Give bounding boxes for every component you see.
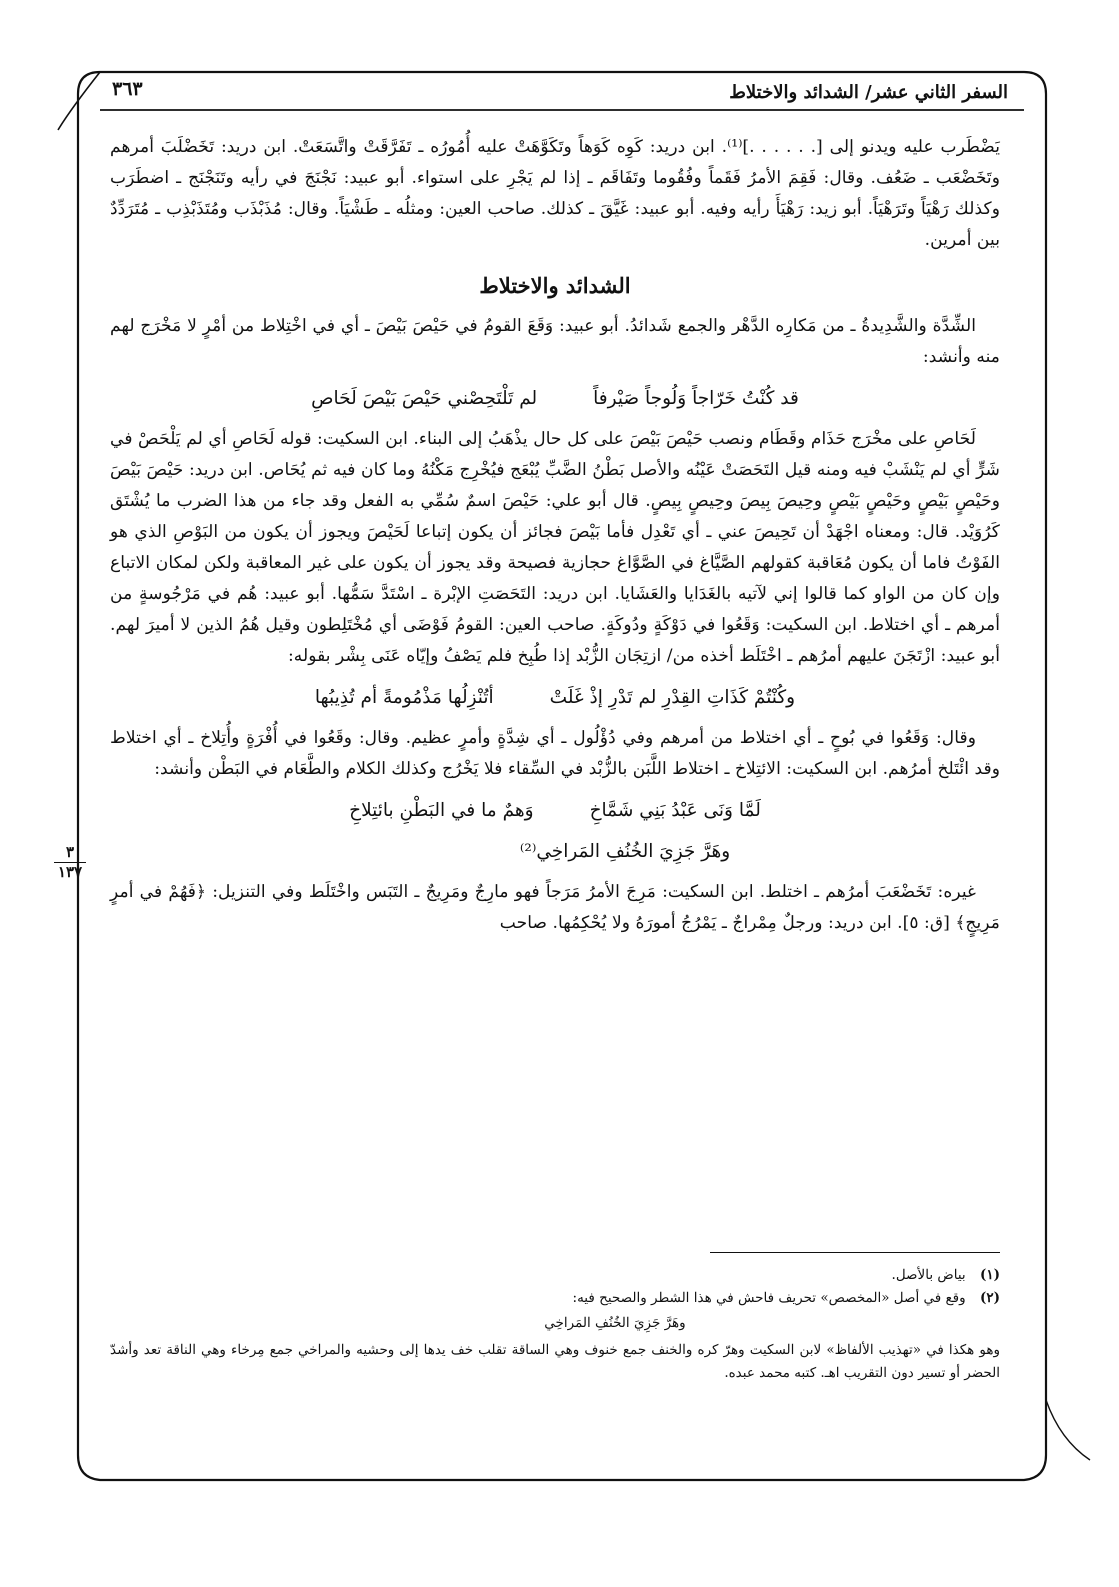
main-text: [110, 132, 1000, 943]
paragraph-3: لَحَاصِ على مخْرَج حَذَام وقَطَام ونصب حَيْصَ بَيْصَ على كل حال يذْهَبُ إلى البناء. ابن السكيت: قوله لَحَاصِ أي لم يَلْحَصْ في شَرٍّ أي لم يَنْشَبْ فيه ومنه قيل التَحَصَتْ عَيْنُه والأصل بَطْنُ الضَّبِّ يُبْعَج فيُخْرِج مَكْنُهُ وما كان فيه ثم يُحَاص. ابن دريد: حَيْصَ بَيْصَ وحَيْصٍ بَيْصٍ وحَيْصٍ بَيْصٍ وحِيصَ بِيصَ وحِيصٍ بِيصٍ. قال أبو علي: حَيْصَ اسمٌ سُمِّي به الفعل وقد جاء من هذا الضرب ما يُشْتَق كَرُوَيْد. قال: ومعناه اجْهَدْ أن تَحِيصَ عني ـ أي تَعْدِل فأما بَيْصَ فجائز أن يكون إتباعا لَحَيْصَ ويجوز أن يكون من البَوْصِ الذي هو الفَوْتُ فاما أن يكون مُعَاقبة كقولهم الصَّيَّاغ في الصَّوَّاغ حجازية فصيحة وقد يجوز أن يكون على غير المعاقبة ولكن لمكان الاتباع وإن كان من الواو كما قالوا إني لآتيه بالغَدَايا والعَشَايا. ابن دريد: التَحَصَتِ الإبْرة ـ اسْتَدَّ سَمُّها. أبو عبيد: هُم في مَرْجُوسةٍ من أمرهم ـ أي اختلاط. ابن السكيت: وَقَعُوا في دَوْكَةٍ ودُوكَةٍ. صاحب العين: القومُ فَوْضَى أي مُخْتَلِطون وقيل هُمُ الذين لا أميرَ لهم. أبو عبيد: ازْتَجَنَ عليهم أمرُهم ـ اخْتَلَط أخذه من/ ازتِجَان الزُّبْد إذا طُبِخ فلم يَصْفُ وإيّاه عَنَى بِشْر بقوله:: [110, 429, 1000, 666]
verse-1: [110, 383, 1000, 414]
verse-3-first-hemistich: لَمَّا وَنَى عَبْدُ بَنِي شَمَّاخِ: [589, 800, 761, 821]
footnote-2-number: (٢): [979, 1290, 1000, 1306]
margin-reference: [50, 844, 90, 881]
verse-2: [110, 682, 1000, 713]
verse-3-third-line: وهَرَّ جَزِيَ الخُنُفِ المَراخِي⁽²⁾: [519, 841, 731, 862]
footnote-1-text: بياض بالأصل.: [891, 1267, 966, 1283]
footnote-1-number: (١): [979, 1267, 1000, 1283]
paragraph-1: يَضْطَرب عليه ويدنو إلى [. . . . . .]⁽¹⁾. ابن دريد: كَوِه كَوَهاً وتَكَوَّهَتْ عليه أُمُورُه ـ تَفَرَّقَتْ واتَّسَعَتْ. ابن دريد: تَخَضْلَبَ أمرهم وتَخَضْعَب ـ ضَعُف. وقال: فَقِمَ الأمرُ فَقَماً وفُقُوما وتَفَاقَم ـ إذا لم يَجْرِ على استواء. أبو عبيد: نَجْنَجَ في رأيه وتَنَجْنَج ـ اضطَرَب وكذلك رَهْيَاً وتَرَهْيَاً. أبو زيد: رَهْيَأَ رأيه وفيه. أبو عبيد: غَيَّقَ ـ كذلك. صاحب العين: ومثلُه ـ طَشْيَاً. وقال: مُذَبْذَب ومُتَذَبْذِب ـ مُتَرَدِّدٌ بين أمرين.: [110, 137, 1000, 250]
paragraph-2: الشِّدَّة والشَّدِيدةُ ـ من مَكارِه الدَّهْر والجمع شَدائدُ. أبو عبيد: وَقَعَ القومُ في حَيْصَ بَيْصَ ـ أي في اخْتِلاط من أمْرٍ لا مَخْرَج لهم منه وأنشد:: [110, 316, 1000, 367]
verse-1-first-hemistich: قد كُنْتُ خَرّاجاً وَلُوجاً صَيْرفاً: [593, 388, 799, 409]
margin-reference-top: ٣: [65, 843, 75, 861]
running-title: السفر الثاني عشر/ الشدائد والاختلاط: [729, 82, 1008, 103]
margin-reference-bottom: ١٣٧: [57, 863, 83, 881]
running-header: [100, 76, 1020, 110]
paragraph-4: وقال: وَقَعُوا في بُوحٍ ـ أي اختلاط من أمرهم وفي دُؤْلُول ـ أي شِدَّةٍ وأمرٍ عظيم. وقال: وقَعُوا في أُفْرَةٍ وأُتِلاخ ـ أي اختلاط وقد ائْتَلخ أمرُهم. ابن السكيت: الائتِلاخ ـ اختلاط اللَّبَن بالزُّبْد في السِّقاء فلا يَخْرُج وكذلك الكلام والطَّعَام في البَطْن وأنشد:: [110, 728, 1000, 779]
verse-2-second-hemistich: أتُنْزِلُها مَذْمُومةً أم تُذِيبُها: [314, 687, 494, 708]
verse-3-second-hemistich: وَهمٌ ما في البَطْنِ بائتِلاخِ: [349, 800, 534, 821]
section-title: الشدائد والاختلاط: [479, 273, 631, 298]
footnote-2: [110, 1287, 1000, 1310]
verse-1-second-hemistich: لم تَلْتَحِصْني حَيْصَ بَيْصَ لَحَاصِ: [311, 388, 538, 409]
footnotes: [110, 1264, 1000, 1385]
footnote-2-continuation: وهو هكذا في «تهذيب الألفاظ» لابن السكيت وهرّ كره والخنف جمع خنوف وهي الساقة تقلب خف يدها إلى وحشيه والمراخي جمع مِرخاء وهي الناقة تعد وأشدّ الحضر أو تسير دون التقريب اهـ. كتبه محمد عبده.: [110, 1342, 1000, 1381]
page-number: ٣٦٣: [112, 78, 143, 100]
verse-2-first-hemistich: وكُنْتُمْ كَذَاتِ القِدْرِ لم تَدْرِ إذْ غَلَتْ: [549, 687, 796, 708]
paragraph-5: غيره: تَخَضْعَبَ أمرُهم ـ اختلط. ابن السكيت: مَرِجَ الأمرُ مَرَجاً فهو مارِجٌ ومَرِيجٌ ـ التَبَس واخْتَلَط وفي التنزيل: ﴿فَهُمْ في أمرٍ مَرِيجٍ﴾ [ق: ٥]. ابن دريد: ورجلٌ مِمْراجٌ ـ يَمْرُجُ أمورَهُ ولا يُحْكِمُها. صاحب: [110, 882, 1000, 933]
footnote-2-text: وقع في أصل «المخصص» تحريف فاحش في هذا الشطر والصحيح فيه:: [572, 1290, 966, 1306]
footnote-2-verse: وهَرَّ جَزِيَ الخُنُفِ المَراخِي: [544, 1315, 686, 1331]
footnote-1: [110, 1264, 1000, 1287]
verse-3: [110, 795, 1000, 826]
footnote-separator: [710, 1252, 1000, 1253]
